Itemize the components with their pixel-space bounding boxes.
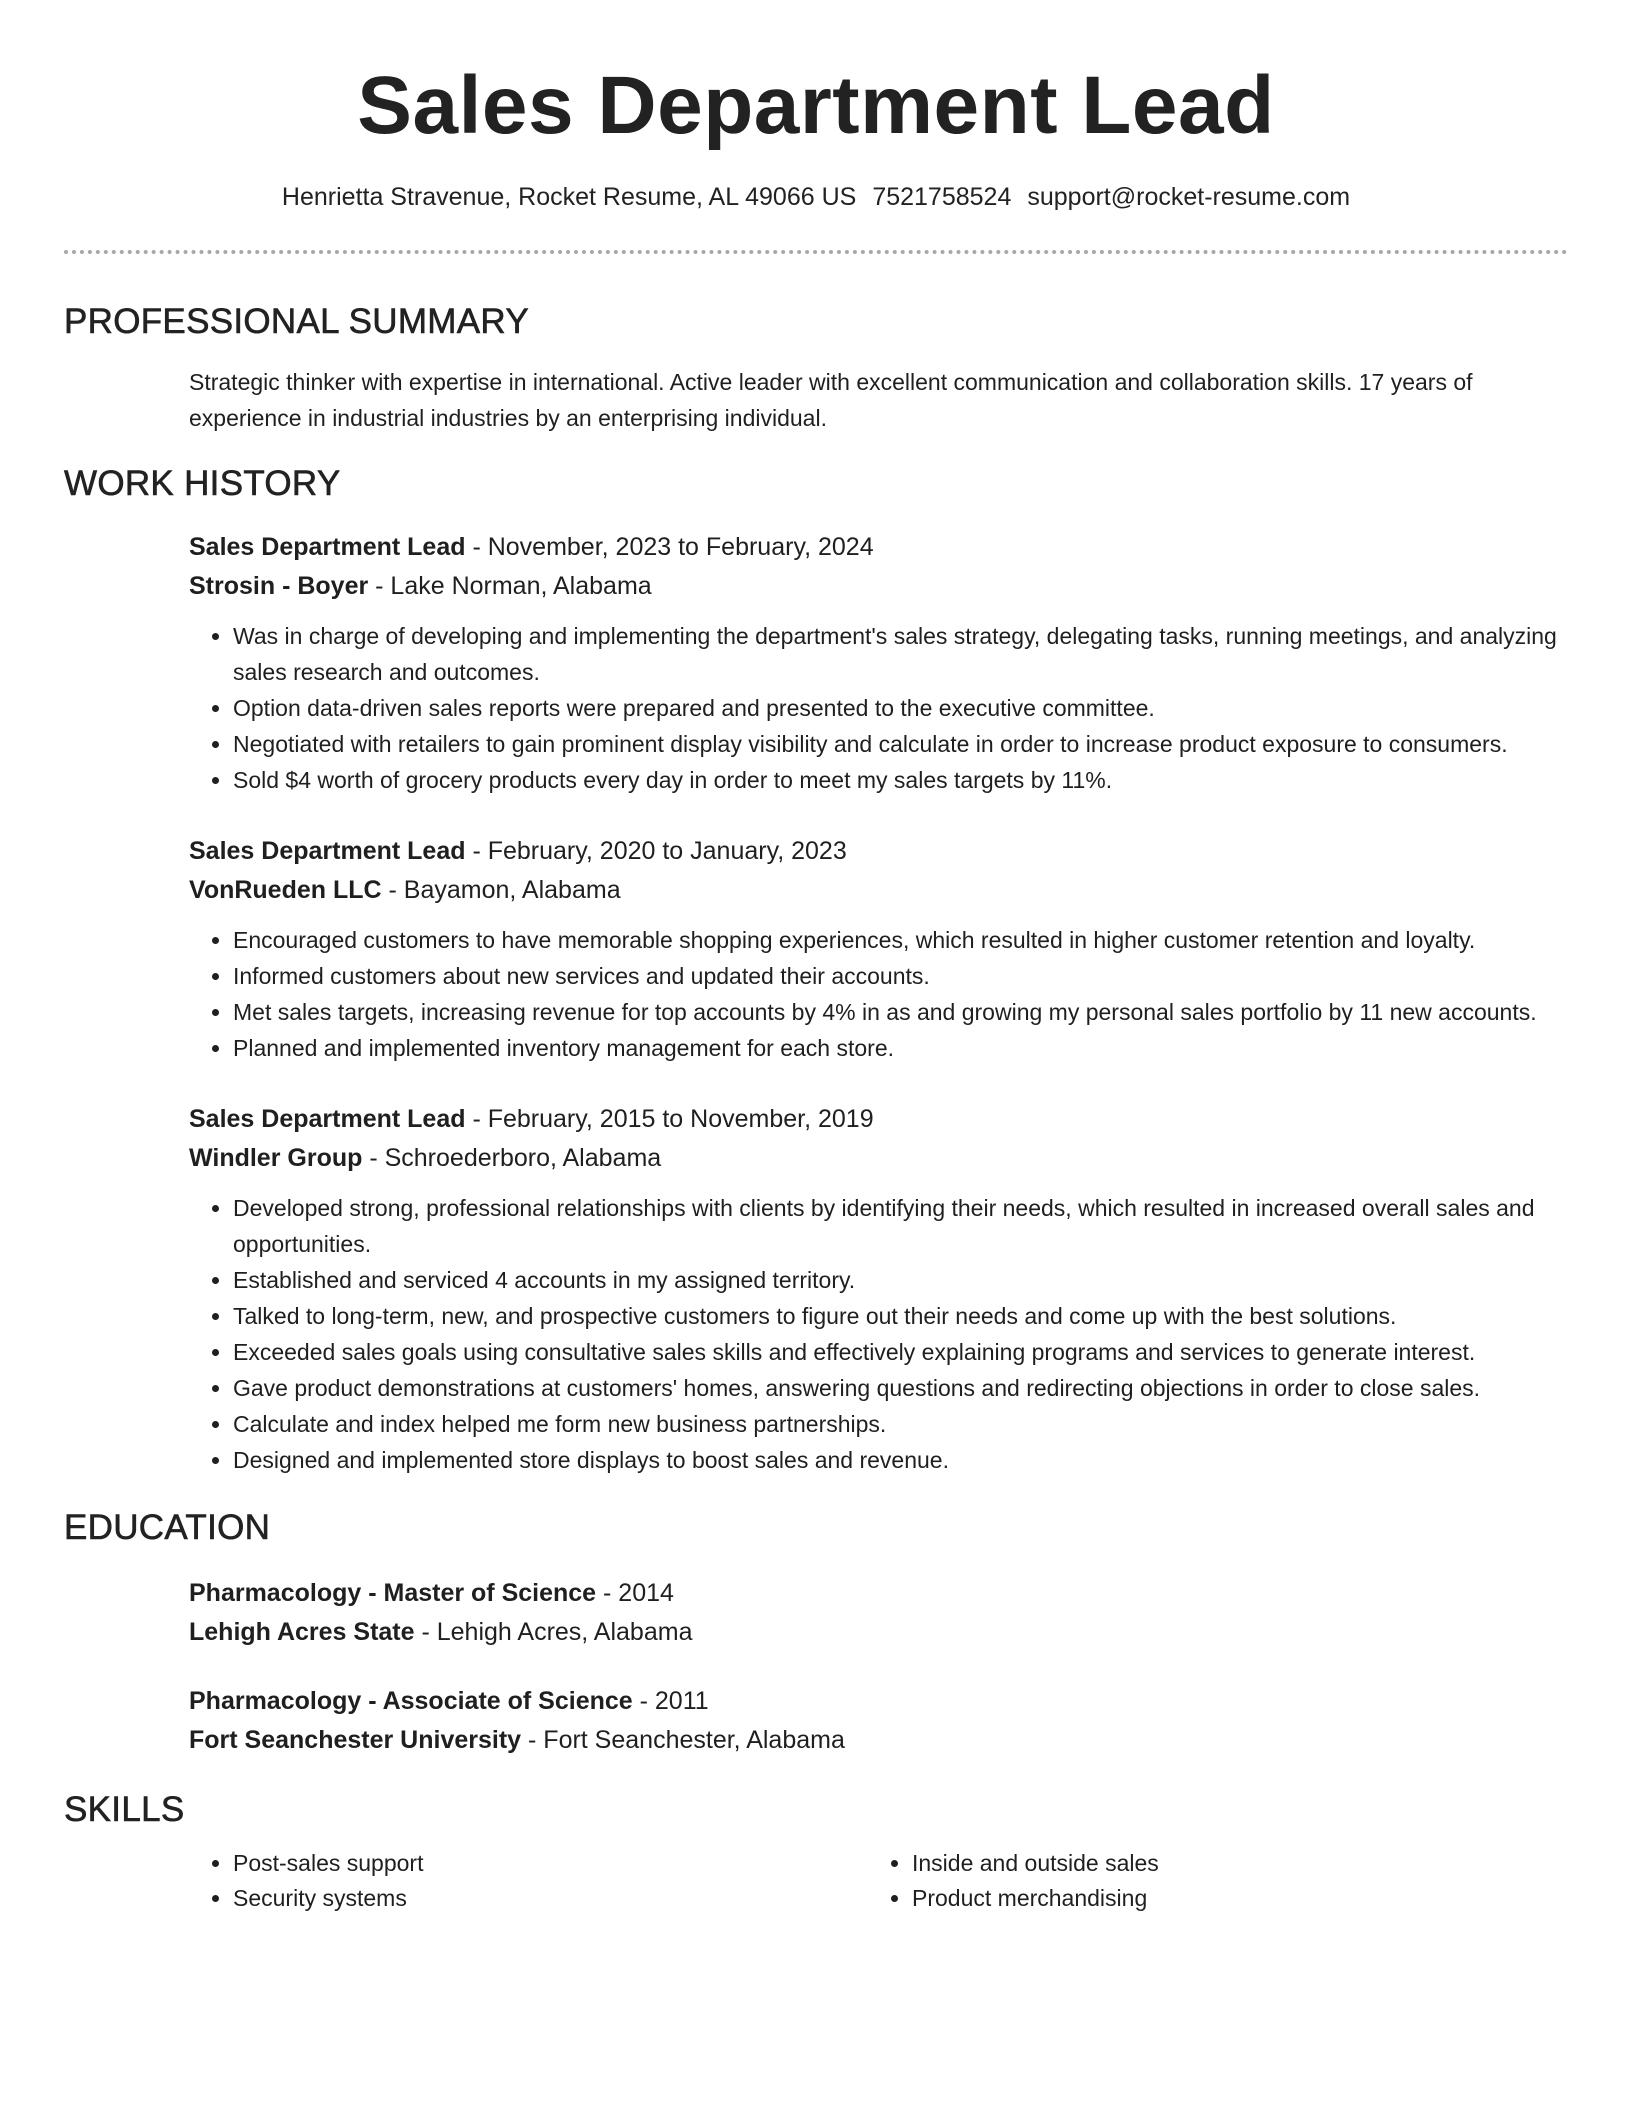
header-divider (64, 250, 1568, 254)
summary-heading: PROFESSIONAL SUMMARY (64, 302, 529, 341)
job-dates: - February, 2015 to November, 2019 (465, 1105, 874, 1133)
education-entry (189, 1574, 1568, 1652)
job-bullet: • Met sales targets, increasing revenue for top accounts by 4% in as and growing my personal sales portfolio by 11 new accounts. (233, 994, 1568, 1030)
skills-columns (189, 1846, 1568, 1916)
job-bullet: • Gave product demonstrations at customers' homes, answering questions and redirecting objections in order to close sales. (233, 1370, 1568, 1406)
education-school: Lehigh Acres State (189, 1618, 415, 1646)
education-school-line (189, 1721, 1568, 1760)
job-bullets (189, 922, 1568, 1066)
job-location: - Lake Norman, Alabama (368, 572, 652, 600)
job-company: Strosin - Boyer (189, 572, 369, 600)
education-school: Fort Seanchester University (189, 1726, 522, 1754)
job-entry (189, 832, 1568, 1066)
job-bullet: • Established and serviced 4 accounts in my assigned territory. (233, 1262, 1568, 1298)
job-bullet: • Encouraged customers to have memorable shopping experiences, which resulted in higher customer retention and loyalty. (233, 922, 1568, 958)
skills-heading: SKILLS (64, 1790, 185, 1829)
skills-body (64, 1846, 1568, 1916)
education-degree-line (189, 1574, 1568, 1613)
job-company: Windler Group (189, 1144, 363, 1172)
resume-content (64, 298, 1568, 1916)
contact-line (0, 182, 1632, 212)
job-entry (189, 1100, 1568, 1478)
skills-right-column (868, 1846, 1159, 1916)
skill-item: • Product merchandising (912, 1881, 1159, 1916)
job-title-line (189, 1100, 1568, 1139)
skill-item: • Security systems (233, 1881, 868, 1916)
work-history-body (64, 528, 1568, 1478)
education-degree: Pharmacology - Master of Science (189, 1579, 597, 1607)
education-heading: EDUCATION (64, 1508, 271, 1547)
job-bullet: • Calculate and index helped me form new business partnerships. (233, 1406, 1568, 1442)
job-bullet: • Exceeded sales goals using consultative sales skills and effectively explaining programs and services to generate interest. (233, 1334, 1568, 1370)
education-year: - 2014 (596, 1579, 674, 1607)
education-location: - Lehigh Acres, Alabama (414, 1618, 693, 1646)
job-bullet: • Was in charge of developing and implementing the department's sales strategy, delegating tasks, running meetings, and analyzing sales research and outcomes. (233, 618, 1568, 690)
education-degree-line (189, 1682, 1568, 1721)
job-bullet: • Designed and implemented store displays to boost sales and revenue. (233, 1442, 1568, 1478)
job-bullets (189, 618, 1568, 798)
education-year: - 2011 (632, 1687, 709, 1715)
job-bullet: • Option data-driven sales reports were prepared and presented to the executive committee. (233, 690, 1568, 726)
education-degree: Pharmacology - Associate of Science (189, 1687, 633, 1715)
job-bullets (189, 1190, 1568, 1478)
contact-address: Henrietta Stravenue, Rocket Resume, AL 49066 US (281, 183, 857, 211)
job-bullet: • Negotiated with retailers to gain prominent display visibility and calculate in order to increase product exposure to consumers. (233, 726, 1568, 762)
job-title: Sales Department Lead (189, 837, 466, 865)
job-title: Sales Department Lead (189, 533, 466, 561)
resume-title: Sales Department Lead (357, 60, 1275, 151)
job-location: - Bayamon, Alabama (381, 876, 621, 904)
summary-text: Strategic thinker with expertise in international. Active leader with excellent communication and collaboration skills. 17 years of experience in industrial industries by an enterprising individual. (189, 369, 1473, 431)
job-title: Sales Department Lead (189, 1105, 466, 1133)
job-dates: - February, 2020 to January, 2023 (465, 837, 847, 865)
job-title-line (189, 528, 1568, 567)
skill-item: • Inside and outside sales (912, 1846, 1159, 1881)
job-dates: - November, 2023 to February, 2024 (465, 533, 874, 561)
skill-item: • Post-sales support (233, 1846, 868, 1881)
job-company-line (189, 567, 1568, 606)
job-company: VonRueden LLC (189, 876, 382, 904)
contact-email: support@rocket-resume.com (1027, 183, 1351, 211)
work-history-heading: WORK HISTORY (64, 464, 341, 503)
job-bullet: • Informed customers about new services and updated their accounts. (233, 958, 1568, 994)
education-location: - Fort Seanchester, Alabama (521, 1726, 845, 1754)
education-body (64, 1574, 1568, 1760)
job-bullet: • Talked to long-term, new, and prospective customers to figure out their needs and come up with the best solutions. (233, 1298, 1568, 1334)
job-title-line (189, 832, 1568, 871)
job-company-line (189, 871, 1568, 910)
summary-body (64, 364, 1568, 436)
job-bullet: • Sold $4 worth of grocery products every day in order to meet my sales targets by 11%. (233, 762, 1568, 798)
job-company-line (189, 1139, 1568, 1178)
job-entry (189, 528, 1568, 798)
education-school-line (189, 1613, 1568, 1652)
education-entry (189, 1682, 1568, 1760)
contact-phone: 7521758524 (872, 183, 1012, 211)
job-bullet: • Planned and implemented inventory management for each store. (233, 1030, 1568, 1066)
job-location: - Schroederboro, Alabama (362, 1144, 662, 1172)
job-bullet: • Developed strong, professional relationships with clients by identifying their needs, which resulted in increased overall sales and opportunities. (233, 1190, 1568, 1262)
skills-left-column (189, 1846, 868, 1916)
